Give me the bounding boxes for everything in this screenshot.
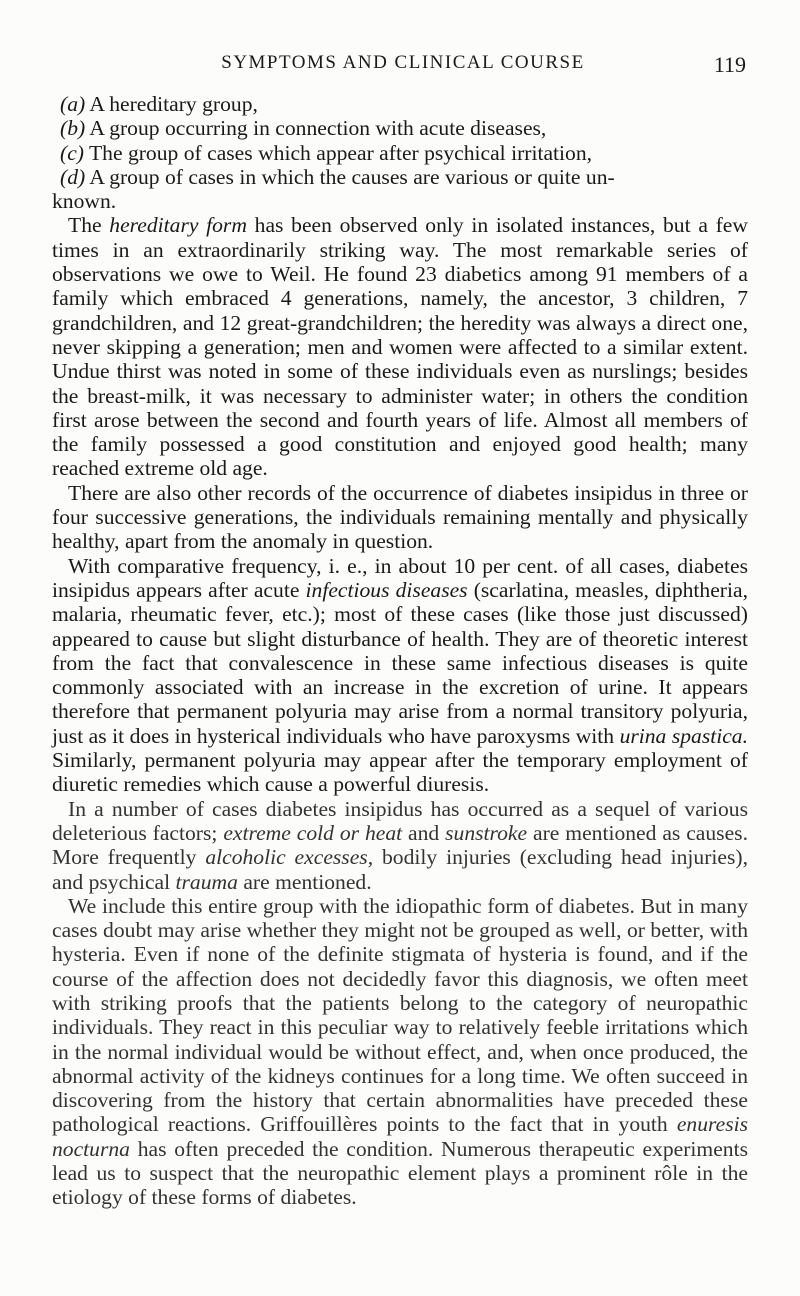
list-label: (c)	[60, 140, 84, 165]
text-run: are mentioned as causes. More frequently	[52, 820, 748, 870]
list-text: The group of cases which appear after psychical irritation,	[83, 140, 593, 165]
page-number: 119	[713, 52, 746, 77]
text-run: With comparative frequency, i. e., in about 10 per cent. of all cases, diabetes insipidus appears after acute	[52, 553, 748, 602]
emphasis: urina spastica.	[619, 723, 749, 748]
list-label: (a)	[60, 92, 86, 116]
paragraph-deleterious	[52, 797, 748, 894]
paragraph-hereditary	[52, 213, 748, 480]
list-text: A hereditary group,	[85, 92, 258, 116]
text-run: has been observed only in isolated instances, but a few times in an extraordinarily striking way. The most remarkable series of observations we owe to Weil. He found 23 diabetics among 91 members of a family which embraced 4 generations, namely, the ancestor, 3 children, 7 grandchildren, and 12 great-grandchildren; the heredity was always a direct one, never skipping a generation; men and women were affected to a similar extent. Undue thirst was noted in some of these individuals even as nurslings; besides the breast-milk, it was necessary to administer water; in others the condition first arose between the second and fourth years of life. Almost all members of the family possessed a good constitution and enjoyed good health; many reached extreme old age.	[52, 213, 748, 481]
list-item	[52, 92, 748, 116]
emphasis: hereditary form	[109, 213, 247, 238]
text-run: In a number of cases diabetes insipidus has occurred as a sequel of various deleterious factors;	[52, 796, 748, 845]
text-run: Similarly, permanent polyuria may appear after the temporary employment of diuretic remedies which cause a powerful diuresis.	[52, 748, 748, 797]
paragraph-infectious	[52, 554, 748, 797]
list-continuation: known.	[52, 189, 117, 214]
emphasis: trauma	[175, 869, 238, 894]
text-run: and	[402, 820, 446, 845]
text-run: We include this entire group with the idiopathic form of diabetes. But in many cases doubt may arise whether they might not be grouped as well, or better, with hysteria. Even if none of the definite stigmata of hysteria is found, and if the course of the affection does not decidedly favor this diagnosis, we often meet with striking proofs that the patients belong to the category of neuropathic individuals. They react in this peculiar way to relatively feeble irritations which in the normal individual would be without effect, and, when once produced, the abnormal activity of the kidneys continues for a long time. We often succeed in discovering from the history that certain abnormalities have preceded these pathological reactions. Griffouillères points to the fact that in youth	[52, 893, 748, 1137]
list-label: (d)	[60, 164, 86, 189]
list-item	[52, 116, 748, 140]
paragraph-generations: There are also other records of the occurrence of diabetes insipidus in three or four successive generations, the individuals remaining mentally and physically healthy, apart from the anomaly in question.	[52, 480, 748, 554]
list-label: (b)	[60, 116, 86, 141]
list-item	[52, 141, 748, 165]
emphasis: enuresis nocturna	[52, 1112, 748, 1161]
emphasis: alcoholic excesses,	[205, 845, 374, 870]
list-text: A group of cases in which the causes are various or quite un-	[85, 164, 615, 189]
text-run: has often preceded the condition. Numerous therapeutic experiments lead us to suspect that the neuropathic element plays a prominent rôle in the etiology of these forms of diabetes.	[52, 1136, 748, 1210]
text-run: bodily injuries (excluding head injuries), and psychical	[52, 845, 748, 894]
emphasis: extreme cold or heat	[223, 820, 403, 845]
page-body	[52, 92, 748, 1210]
list-item	[52, 165, 748, 189]
text-run: The	[68, 213, 110, 238]
running-head: SYMPTOMS AND CLINICAL COURSE	[221, 52, 585, 73]
list-text: A group occurring in connection with acute diseases,	[85, 116, 547, 141]
page-header	[60, 52, 746, 82]
emphasis: sunstroke	[445, 820, 528, 845]
text-run: are mentioned.	[237, 869, 372, 894]
emphasis: infectious diseases	[305, 577, 468, 602]
text-run: (scarlatina, measles, diphtheria, malaria, rheumatic fever, etc.); most of these cases (like those just discussed) appeared to cause but slight disturbance of health. They are of theoretic interest from the fact that convalescence in these same infectious diseases is quite commonly associated with an increase in the excretion of urine. It appears therefore that permanent polyuria may arise from a normal transitory polyuria, just as it does in hysterical individuals who have paroxysms with	[52, 577, 748, 748]
paragraph-neuropathic	[52, 894, 748, 1210]
